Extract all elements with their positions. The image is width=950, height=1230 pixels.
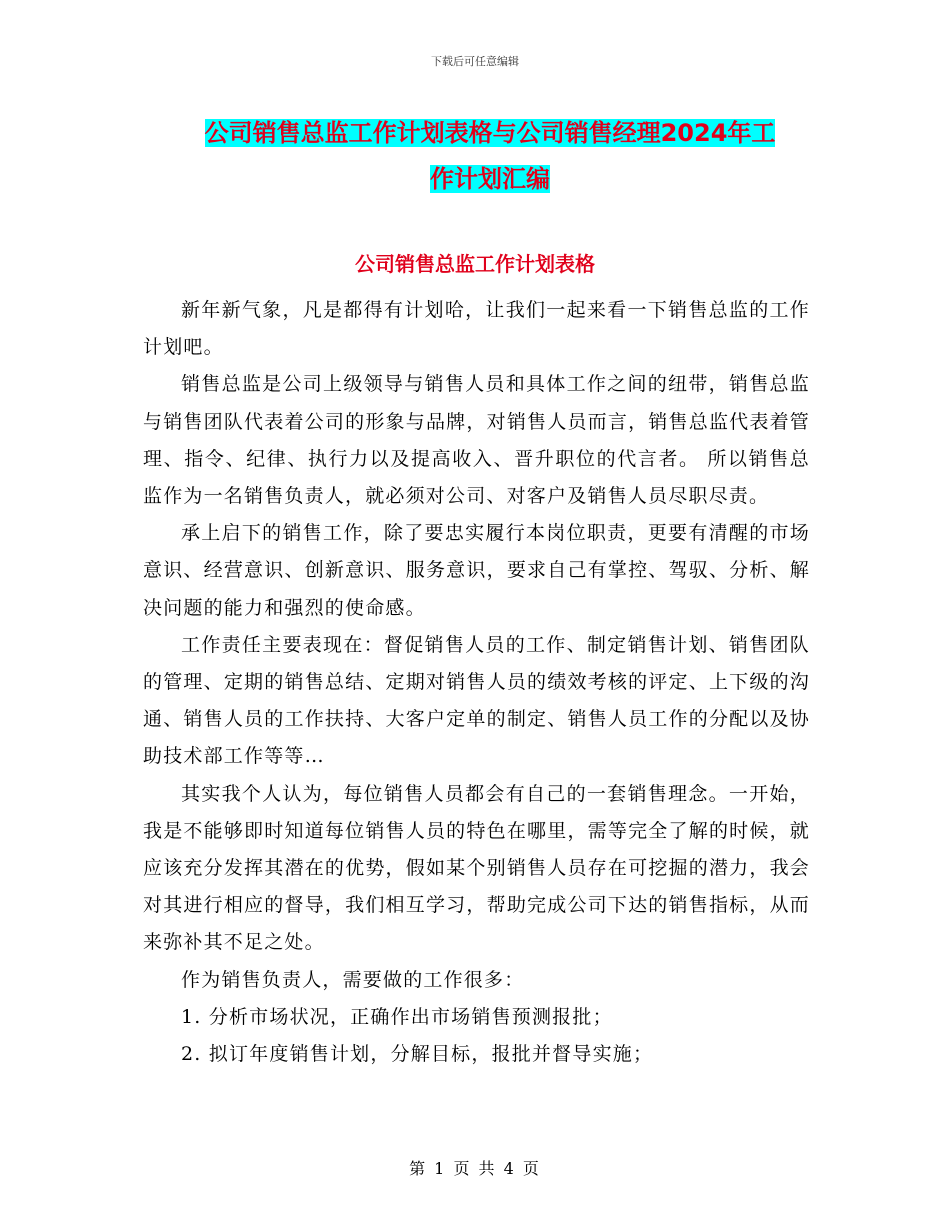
paragraph: 其实我个人认为，每位销售人员都会有自己的一套销售理念。一开始，我是不能够即时知道每位销售人员的特色在哪里，需等完全了解的时候，就应该充分发挥其潜在的优势，假如某个别销售人员存在可挖掘的潜力，我会对其进行相应的督导，我们相互学习，帮助完成公司下达的销售指标，从而来弥补其不足之处。: [143, 782, 810, 954]
page-footer: 第 1 页 共 4 页: [409, 1159, 541, 1178]
document-title-line2: 作计划汇编: [430, 165, 550, 193]
paragraph: 承上启下的销售工作，除了要忠实履行本岗位职责，更要有清醒的市场意识、经营意识、创新意识、服务意识，要求自己有掌控、驾驭、分析、解决问题的能力和强烈的使命感。: [143, 522, 810, 619]
paragraph: 作为销售负责人，需要做的工作很多：: [181, 968, 525, 991]
paragraph: 销售总监是公司上级领导与销售人员和具体工作之间的纽带，销售总监与销售团队代表着公司的形象与品牌，对销售人员而言，销售总监代表着管理、指令、纪律、执行力以及提高收入、晋升职位的代言者。 所以销售总监作为一名销售负责人，就必须对公司、对客户及销售人员尽职尽责。: [143, 373, 810, 508]
list-item: 1. 分析市场状况，正确作出市场销售预测报批；: [181, 1005, 613, 1028]
section-title: 公司销售总监工作计划表格: [355, 252, 595, 276]
document-title: [150, 110, 830, 202]
paragraph: 新年新气象，凡是都得有计划哈，让我们一起来看一下销售总监的工作计划吧。: [143, 299, 810, 359]
body-text: [143, 292, 810, 1073]
list-item: 2. 拟订年度销售计划，分解目标，报批并督导实施；: [181, 1043, 654, 1066]
paragraph: 工作责任主要表现在：督促销售人员的工作、制定销售计划、销售团队的管理、定期的销售总结、定期对销售人员的绩效考核的评定、上下级的沟通、销售人员的工作扶持、大客户定单的制定、销售人员工作的分配以及协助技术部工作等等…: [143, 633, 810, 768]
document-title-line1: 公司销售总监工作计划表格与公司销售经理2024年工: [204, 119, 776, 147]
header-note: 下载后可任意编辑: [431, 55, 519, 68]
